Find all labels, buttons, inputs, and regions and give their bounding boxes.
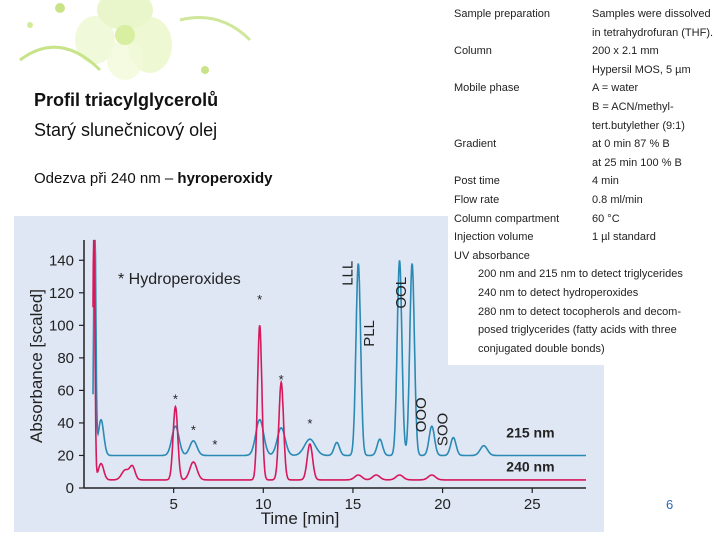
hydroperoxide-marker: * (190, 422, 196, 438)
x-tick-label: 5 (169, 496, 178, 513)
info-row-value: tert.butylether (9:1) (592, 119, 685, 132)
peak-label: OOO (412, 397, 430, 433)
y-tick-label: 20 (57, 447, 74, 465)
info-row-label: Column (454, 45, 492, 58)
x-tick-label: 25 (523, 496, 541, 513)
info-row-label: Injection volume (454, 231, 534, 244)
info-row-label: Flow rate (454, 194, 500, 206)
method-info-table (448, 0, 720, 365)
peak-label: SOO (434, 412, 452, 447)
y-tick-label: 60 (57, 382, 74, 400)
hydroperoxide-marker: * (172, 391, 178, 407)
y-tick-label: 140 (48, 252, 74, 270)
x-tick-label: 20 (434, 496, 451, 513)
info-row-value: Samples were dissolved (592, 8, 711, 20)
peak-label: OOL (393, 276, 411, 309)
hydroperoxide-marker: * (212, 436, 218, 452)
info-row-value: 0.8 ml/min (592, 194, 643, 206)
info-row-value: 200 x 2.1 mm (592, 45, 659, 58)
series-label: 240 nm (506, 458, 555, 475)
uv-absorbance-line: 280 nm to detect tocopherols and decom- (478, 305, 682, 318)
x-axis-title: Time [min] (260, 509, 340, 528)
series-label: 215 nm (506, 424, 555, 441)
info-row-value: 60 °C (592, 212, 620, 225)
hydroperoxide-marker: * (257, 292, 263, 308)
y-tick-label: 40 (57, 414, 74, 432)
info-row-label: Column compartment (454, 212, 560, 225)
page-number: 6 (666, 497, 674, 512)
uv-absorbance-line: 200 nm and 215 nm to detect triglycerides (478, 268, 683, 281)
decorative-flower-graphic (0, 0, 260, 100)
y-tick-label: 100 (48, 317, 74, 335)
y-axis-title: Absorbance [scaled] (27, 288, 46, 444)
slide-note (34, 170, 272, 187)
legend-note: * Hydroperoxides (118, 271, 241, 288)
slide-note-prefix: Odezva při 240 nm – (34, 170, 178, 187)
info-row-value: 4 min (592, 175, 619, 188)
hydroperoxide-marker: * (307, 415, 313, 431)
slide-note-bold: hyroperoxidy (177, 170, 273, 187)
uv-absorbance-line: conjugated double bonds) (478, 342, 605, 355)
peak-label: PLL (360, 320, 378, 347)
y-tick-label: 120 (48, 284, 74, 302)
info-row-value: A = water (592, 82, 639, 95)
y-tick-label: 0 (65, 480, 74, 497)
info-row-label: Gradient (454, 138, 497, 151)
info-row-value: Hypersil MOS, 5 µm (592, 63, 691, 76)
slide-subtitle: Starý slunečnicový olej (34, 120, 218, 140)
uv-absorbance-line: 240 nm to detect hydroperoxides (478, 287, 639, 299)
info-row-value: at 25 min 100 % B (592, 156, 682, 169)
x-tick-label: 10 (254, 496, 272, 513)
info-row-label: Sample preparation (454, 8, 551, 20)
info-row-value: in tetrahydrofuran (THF). (592, 26, 714, 39)
hydroperoxide-marker: * (278, 371, 284, 387)
peak-label: LLL (339, 260, 357, 286)
uv-absorbance-line: posed triglycerides (fatty acids with three (478, 324, 677, 337)
x-tick-label: 15 (344, 496, 362, 513)
info-row-label: Mobile phase (454, 82, 520, 95)
info-row-label: Post time (454, 175, 500, 188)
slide-title: Profil triacylglycerolů (34, 90, 219, 110)
info-row-value: 1 µl standard (592, 231, 656, 244)
info-row-value: at 0 min 87 % B (592, 138, 670, 151)
info-row-value: B = ACN/methyl- (592, 100, 674, 113)
y-tick-label: 80 (57, 349, 74, 367)
info-row-label: UV absorbance (454, 249, 530, 262)
